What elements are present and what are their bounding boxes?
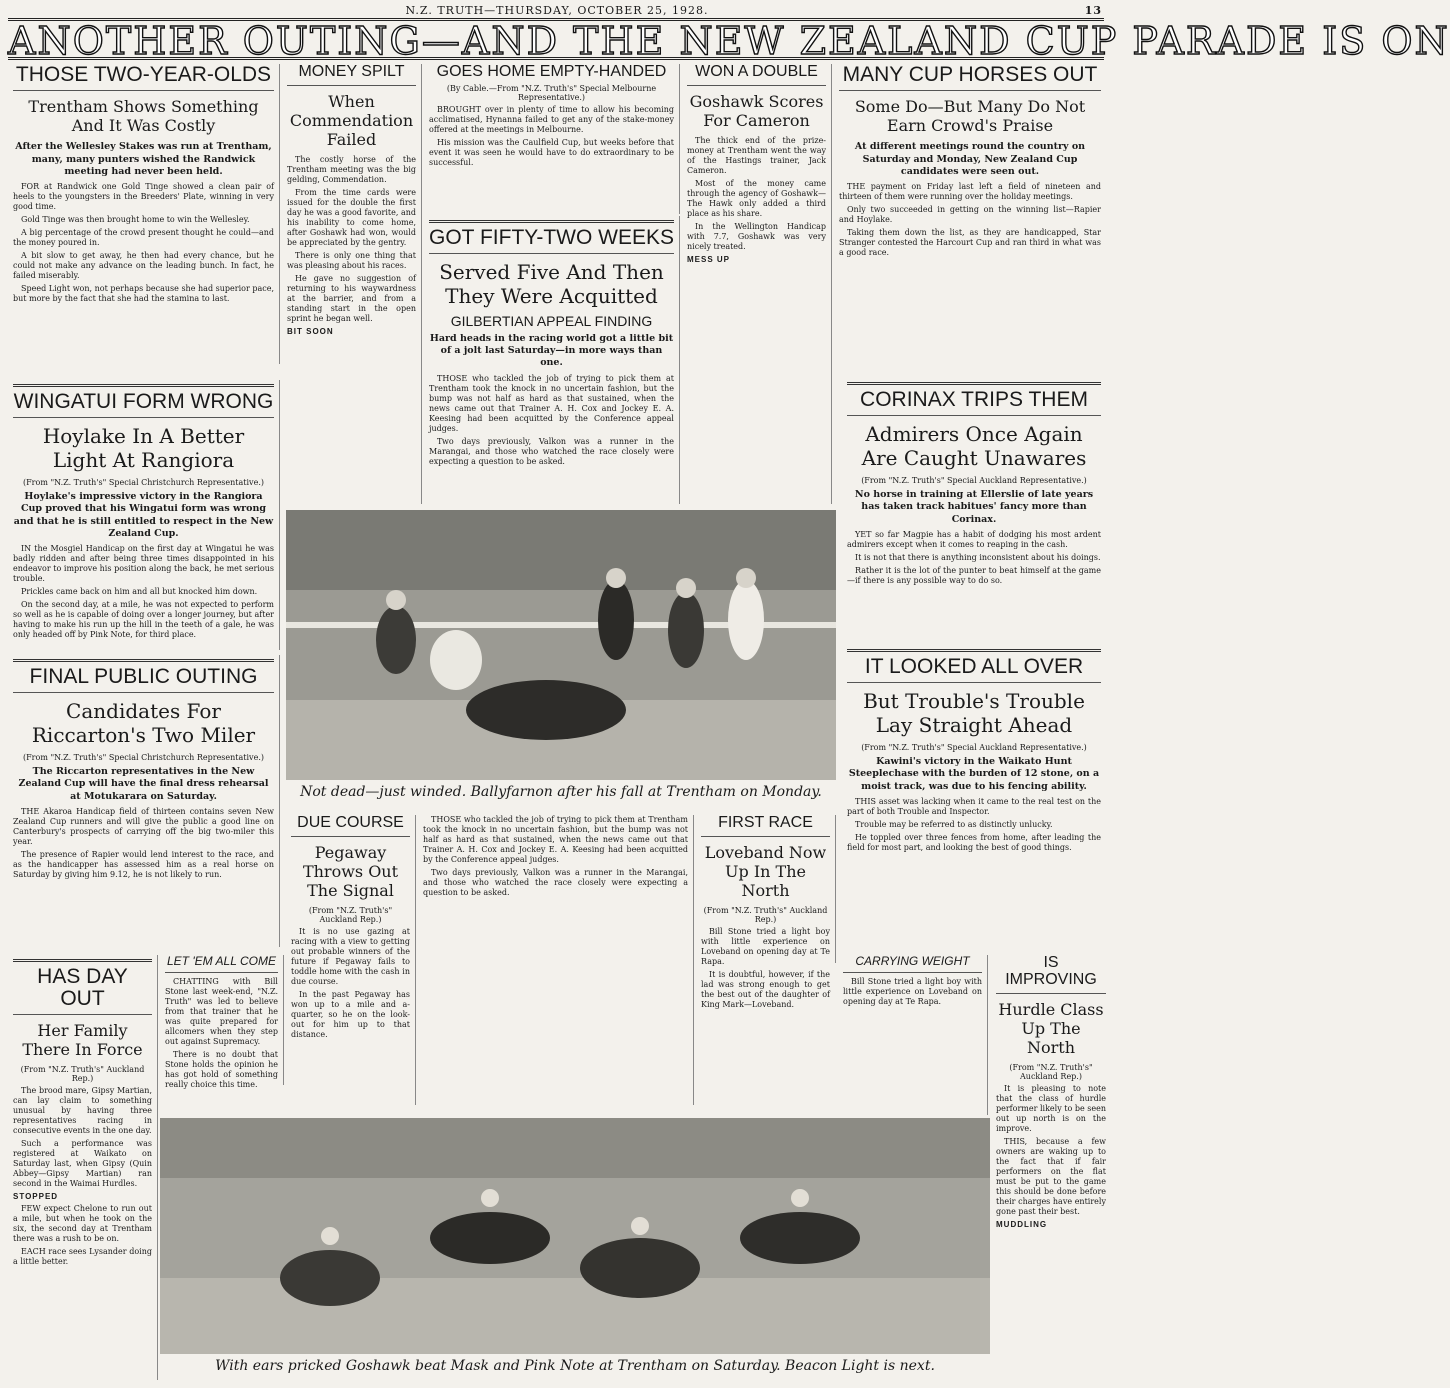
- kicker: No horse in training at Ellerslie of late years has taken track habitues' fancy more than Corinax.: [854, 489, 1094, 525]
- photo-caption: Not dead—just winded. Ballyfarnon after his fall at Trentham on Monday.: [300, 784, 822, 800]
- article-looked-all-over: [842, 645, 1106, 945]
- article-carrying-weight: [838, 955, 988, 1115]
- article-body: BROUGHT over in plenty of time to allow his becoming acclimatised, Hynanna failed to get any of the stake-money offered at the meetings in Melbourne. His mission was the Caulfield Cup, but weeks before that event it was seen he would have to do extraordinary to be successful.: [429, 104, 674, 167]
- headline: MANY CUP HORSES OUT: [842, 63, 1098, 86]
- kicker: After the Wellesley Stakes was run at Trentham, many, many punters wished the Randwick meeting had never been held.: [15, 141, 272, 178]
- article-body: Bill Stone tried a light boy with little experience on Loveband on opening day at Te Rapa.: [843, 976, 982, 1006]
- subhead: When Commendation Failed: [289, 91, 414, 150]
- article-improving: [992, 955, 1110, 1375]
- subhead: But Trouble's Trouble Lay Straight Ahead: [863, 689, 1085, 738]
- byline: (From "N.Z. Truth's" Special Christchurch Representative.): [23, 478, 264, 488]
- article-won-double: [682, 64, 832, 504]
- headline: FIRST RACE: [718, 814, 813, 831]
- headline: IT LOOKED ALL OVER: [864, 655, 1084, 678]
- subhead: Pegaway Throws Out The Signal: [302, 842, 399, 901]
- subhead: Served Five And Then They Were Acquitted: [439, 260, 664, 309]
- headline: LET 'EM ALL COME: [167, 954, 276, 968]
- section-head-muddling: MUDDLING: [996, 1220, 1048, 1230]
- article-body: The thick end of the prize-money at Trentham went the way of the Hastings trainer, Jack Cameron. Most of the money came through the agency of Goshawk—The Hawk only added a third place as his share. In the Wellington Handicap with 7.7, Goshawk was very nicely treated.: [687, 136, 826, 252]
- article-fifty-two-weeks: [424, 216, 680, 504]
- subhead: Candidates For Riccarton's Two Miler: [31, 699, 256, 748]
- article-money-spilt: [282, 64, 422, 504]
- article-empty-handed: [424, 64, 680, 214]
- article-first-race: [696, 814, 836, 1010]
- byline: (From "N.Z. Truth's" Special Auckland Representative.): [861, 476, 1087, 486]
- headline: GOES HOME EMPTY-HANDED: [436, 63, 667, 80]
- article-body: It is no use gazing at racing with a view to getting out probable winners of the future if Pegaway fails to toddle home with the cash in due course. In the past Pegaway has won up to a mile and a-quarter, so he on the look-out for him up to that distance.: [291, 927, 410, 1040]
- photo-goshawk: [160, 1118, 990, 1384]
- article-body: THOSE who tackled the job of trying to pick them at Trentham took the knock in no uncertain fashion, but the bump was not half as hard as that sustained, when the news came out that Trainer A. H. Cox and Jockey E. A. Keesing had been acquitted by the Conference appeal judges. Two days previously, Valkon was a runner in the Marangai, and those who watched the race closely were expecting a question to be asked.: [429, 373, 674, 466]
- headline: WON A DOUBLE: [695, 63, 818, 80]
- article-wingatui: [8, 380, 280, 650]
- byline: (From "N.Z. Truth's" Auckland Rep.): [20, 1065, 145, 1084]
- byline: (From "N.Z. Truth's" Auckland Rep.): [308, 906, 393, 925]
- subhead: Hoylake In A Better Light At Rangiora: [42, 424, 245, 473]
- subhead: Her Family There In Force: [22, 1021, 143, 1060]
- kicker: Hoylake's impressive victory in the Rangiora Cup proved that his Wingatui form was wrong and that he is still entitled to respect in the New Zealand Cup.: [13, 491, 274, 540]
- byline: (From "N.Z. Truth's" Auckland Rep.): [703, 906, 828, 925]
- article-body: The costly horse of the Trentham meeting was the big gelding, Commendation. From the time cards were issued for the double the first day he was a good favorite, and his inability to come home, after Goshawk had won, would be appreciated by the gentry. There is only one thing that was pleasing about his races. He gave no suggestion of returning to his waywardness at the barrier, and from a standing start in the open sprint he began well.: [287, 155, 416, 324]
- article-let-em-all-come: [160, 954, 284, 1089]
- subhead: Trentham Shows Something And It Was Costly: [28, 97, 259, 136]
- page-number: 13: [1084, 4, 1102, 17]
- article-has-day-out: HAS DAY OUT Her Family There In Force (From "N.Z. Truth's" Auckland Rep.) The brood mare, Gipsy Martian, can lay claim to something unusual by having three representatives racing in consecutive events in the one day. Such a performance was registered at Waikato on Saturday last, when Gipsy (Quin Abbey—Gipsy Martian) ran second in the Waimai Hurdles. STOPPED FEW expect Chelone to run out a mile, but when he took on the six, the second day at Trentham there was a rush to be on. EACH race sees Lysander doing a little better.: [8, 955, 158, 1380]
- subhead: Admirers Once Again Are Caught Unawares: [861, 422, 1087, 471]
- article-body: It is pleasing to note that the class of hurdle performer likely to be seen out up north is on the improve. THIS, because a few owners are waking up to the fact that if fair performers on the flat must be put to the game this should be done before their charges have entirely gone past their best.: [996, 1084, 1106, 1217]
- kicker: Kawini's victory in the Waikato Hunt Steeplechase with the burden of 12 stone, on a moist track, was due to his fencing ability.: [848, 756, 1100, 792]
- article-body: THIS asset was lacking when it came to the real test on the part of both Trouble and Inspector. Trouble may be referred to as distinctly unlucky. He toppled over three fences from home, after leading the field for most part, and looking the best of good things.: [847, 797, 1101, 853]
- headline: FINAL PUBLIC OUTING: [29, 665, 258, 688]
- photo-image: [286, 510, 836, 780]
- subhead: Goshawk Scores For Cameron: [689, 91, 824, 130]
- photo-caption: With ears pricked Goshawk beat Mask and Pink Note at Trentham on Saturday. Beacon Light is next.: [215, 1358, 935, 1374]
- byline: (By Cable.—From "N.Z. Truth's" Special Melbourne Representative.): [446, 83, 657, 102]
- article-body: THOSE who tackled the job of trying to pick them at Trentham took the knock in no uncertain fashion, but the bump was not half as hard as that sustained, when the news came out that Trainer A. H. Cox and Jockey E. A. Keesing had been acquitted by the Conference appeal judges. Two days previously, Valkon was a runner in the Marangai, and those who watched the race closely were expecting a question to be asked.: [423, 815, 688, 897]
- photo-ballyfarnon: [286, 510, 836, 810]
- article-body: THE Akaroa Handicap field of thirteen contains seven New Zealand Cup runners and will give the public a good line on Canterbury's prospects of carrying off the big two-miler this year. The presence of Rapier would lend interest to the race, and as the handicapper has assessed him as a real horse on Saturday by giving him 9.12, he is not likely to run.: [13, 807, 274, 880]
- kicker: At different meetings round the country on Saturday and Monday, New Zealand Cup candidates were seen out.: [854, 141, 1086, 178]
- article-body: YET so far Magpie has a habit of dodging his most ardent admirers except when it comes to reaping in the cash. It is not that there is anything inconsistent about his doings. Rather it is the lot of the punter to beat himself at the game—if there is any possible way to do so.: [847, 530, 1101, 586]
- headline: HAS DAY OUT: [37, 965, 128, 1011]
- kicker: The Riccarton representatives in the New Zealand Cup will have the final dress rehearsal at Motukarara on Saturday.: [18, 766, 269, 802]
- masthead-date: N.Z. TRUTH—THURSDAY, OCTOBER 25, 1928.: [405, 4, 709, 17]
- headline: GOT FIFTY-TWO WEEKS: [429, 226, 675, 249]
- headline: THOSE TWO-YEAR-OLDS: [15, 63, 272, 86]
- section-head-stopped: STOPPED: [13, 1192, 59, 1202]
- article-due-course: [286, 815, 416, 1105]
- article-body: The brood mare, Gipsy Martian, can lay claim to something unusual by having three representatives racing in consecutive events in the one day. Such a performance was registered at Waikato on Saturday last, when Gipsy (Quin Abbey—Gipsy Martian) ran second in the Waimai Hurdles.: [13, 1086, 152, 1189]
- headline: CORINAX TRIPS THEM: [860, 388, 1088, 411]
- headline: DUE COURSE: [297, 814, 404, 831]
- article-body: Bill Stone tried a light boy with little experience on Loveband on opening day at Te Rapa. It is doubtful, however, if the lad was strong enough to get the best out of the daughter of King Mark—Loveband.: [701, 927, 830, 1010]
- headline: CARRYING WEIGHT: [855, 954, 970, 968]
- photo-image: [160, 1118, 990, 1354]
- byline: (From "N.Z. Truth's" Auckland Rep.): [1009, 1063, 1093, 1082]
- article-body: THE payment on Friday last left a field of nineteen and thirteen of them were running over the holiday meetings. Only two succeeded in getting on the winning list—Rapier and Hoylake. Taking them down the list, as they are handicapped, Star Stranger contested the Harcourt Cup and ran third in what was a good race.: [839, 182, 1101, 258]
- byline: (From "N.Z. Truth's" Special Auckland Representative.): [861, 743, 1087, 753]
- article-continuation: [418, 815, 694, 1105]
- article-final-outing: [8, 655, 280, 947]
- article-corinax: [842, 378, 1106, 638]
- page-banner: ANOTHER OUTING—AND THE NEW ZEALAND CUP PARADE IS ON: [8, 19, 1450, 63]
- headline: IS IMPROVING: [1005, 954, 1097, 988]
- article-body: IN the Mosgiel Handicap on the first day at Wingatui he was badly ridden and after being three times disappointed in his endeavor to improve his position along the back, he met serious trouble. Prickles came back on him and all but knocked him down. On the second day, at a mile, he was not expected to perform so well as he is capable of doing over a longer journey, but after having to make his run up the hill in the teeth of a gale, he was only headed off by Pink Note, for third place.: [13, 544, 274, 640]
- byline: (From "N.Z. Truth's" Special Christchurch Representative.): [23, 753, 264, 763]
- article-body: CHATTING with Bill Stone last week-end, "N.Z. Truth" was led to believe from that trainer that he was quite prepared for allcomers when they step out against Supremacy. There is no doubt that Stone holds the opinion he has got hold of something really choice this time.: [165, 976, 278, 1089]
- kicker: Hard heads in the racing world got a little bit of a jolt last Saturday—in more ways than one.: [429, 332, 674, 369]
- subhead-2: GILBERTIAN APPEAL FINDING: [450, 313, 653, 330]
- subhead: Loveband Now Up In The North: [704, 842, 827, 901]
- section-head-mess-up: MESS UP: [687, 255, 731, 265]
- headline: MONEY SPILT: [298, 63, 405, 80]
- subhead: Some Do—But Many Do Not Earn Crowd's Praise: [854, 97, 1086, 136]
- headline: WINGATUI FORM WRONG: [13, 390, 274, 413]
- article-two-year-olds: [8, 64, 280, 364]
- section-head-bit-soon: BIT SOON: [287, 327, 334, 337]
- subhead: Hurdle Class Up The North: [998, 999, 1104, 1057]
- article-body: FOR at Randwick one Gold Tinge showed a clean pair of heels to the youngsters in the Breeders' Plate, winning in very good time. Gold Tinge was then brought home to win the Wellesley. A big percentage of the crowd present thought he could—and the money poured in. A bit slow to get away, he then had every chance, but he could not make any advance on the leading bunch. In fact, he failed miserably. Speed Light won, not perhaps because she had superior pace, but more by the fact that she had the stamina to last.: [13, 182, 274, 304]
